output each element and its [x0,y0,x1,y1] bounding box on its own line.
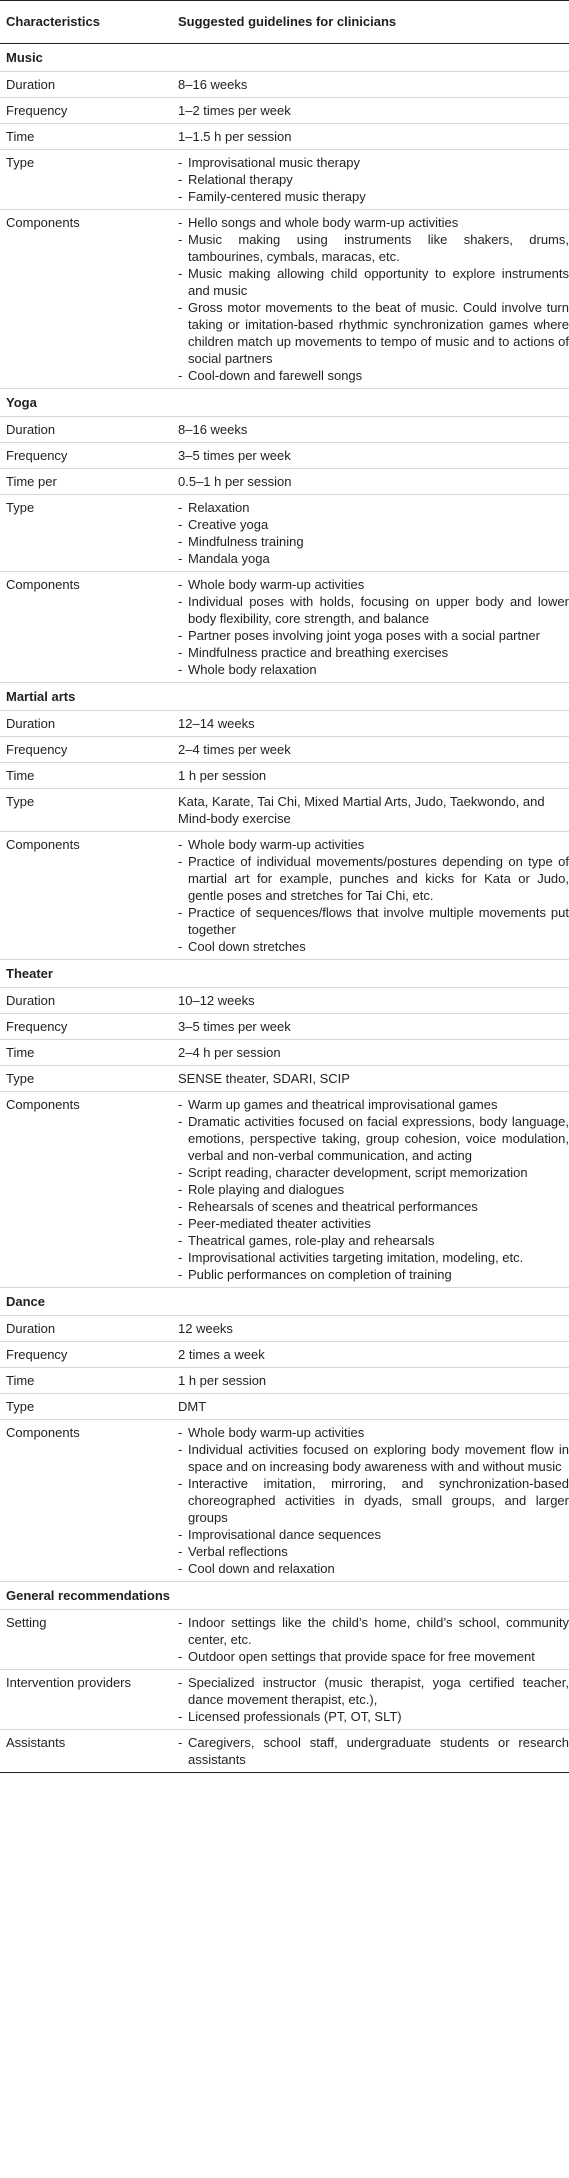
table-row [0,417,569,443]
table-row [0,1368,569,1394]
row-value: SENSE theater, SDARI, SCIP [172,1066,569,1092]
row-value [172,832,569,960]
table-row [0,210,569,389]
row-value: 1–2 times per week [172,98,569,124]
table-row [0,789,569,832]
row-value [172,495,569,572]
table-body [0,44,569,1773]
table-row [0,1092,569,1288]
section-row [0,683,569,711]
list-item: - Partner poses involving joint yoga poses with a social partner [178,627,569,644]
row-label: Time [0,1040,172,1066]
row-value [172,1420,569,1582]
row-label: Frequency [0,443,172,469]
list-item: - Interactive imitation, mirroring, and synchronization-based choreographed activities in dyads, small groups, and larger groups [178,1475,569,1526]
row-value [172,1092,569,1288]
table-row [0,572,569,683]
table-row [0,98,569,124]
guideline-list [178,1614,569,1665]
row-label: Frequency [0,1342,172,1368]
list-item: - Creative yoga [178,516,569,533]
row-value: 2 times a week [172,1342,569,1368]
row-value: 12–14 weeks [172,711,569,737]
row-label: Duration [0,1316,172,1342]
row-value: 8–16 weeks [172,417,569,443]
list-item: - Theatrical games, role-play and rehearsals [178,1232,569,1249]
header-guidelines: Suggested guidelines for clinicians [172,1,569,44]
section-row [0,44,569,72]
list-item: - Caregivers, school staff, undergraduate students or research assistants [178,1734,569,1768]
table-row [0,1316,569,1342]
guideline-list [178,1734,569,1768]
table-row [0,763,569,789]
row-label: Duration [0,711,172,737]
section-title: Dance [0,1288,569,1316]
list-item: - Hello songs and whole body warm-up activities [178,214,569,231]
list-item: - Outdoor open settings that provide space for free movement [178,1648,569,1665]
row-label: Frequency [0,737,172,763]
table-row [0,711,569,737]
table-row [0,1040,569,1066]
row-value: 8–16 weeks [172,72,569,98]
row-label: Components [0,1092,172,1288]
row-label: Duration [0,988,172,1014]
list-item: - Music making allowing child opportunity to explore instruments and music [178,265,569,299]
list-item: - Role playing and dialogues [178,1181,569,1198]
row-label: Type [0,789,172,832]
row-value: 10–12 weeks [172,988,569,1014]
row-label: Frequency [0,98,172,124]
row-value: 1–1.5 h per session [172,124,569,150]
table-row [0,988,569,1014]
guideline-list [178,214,569,384]
table-row [0,1730,569,1773]
section-row [0,1288,569,1316]
guideline-list [178,499,569,567]
header-row [0,1,569,44]
table-row [0,737,569,763]
table-row [0,1420,569,1582]
row-label: Type [0,1394,172,1420]
table-row [0,150,569,210]
row-value [172,1610,569,1670]
row-label: Assistants [0,1730,172,1773]
section-row [0,1582,569,1610]
list-item: - Specialized instructor (music therapist, yoga certified teacher, dance movement therapist, etc.), [178,1674,569,1708]
row-label: Components [0,1420,172,1582]
row-value [172,1730,569,1773]
row-value [172,1670,569,1730]
list-item: - Individual activities focused on exploring body movement flow in space and on increasing body awareness with and without music [178,1441,569,1475]
list-item: - Relational therapy [178,171,569,188]
list-item: - Individual poses with holds, focusing on upper body and lower body flexibility, core strength, and balance [178,593,569,627]
list-item: - Cool down and relaxation [178,1560,569,1577]
row-value: 3–5 times per week [172,443,569,469]
list-item: - Practice of individual movements/postures depending on type of martial art for example, punches and kicks for Kata or Judo, gentle poses and stretches for Tai Chi, etc. [178,853,569,904]
table-row [0,72,569,98]
table-row [0,443,569,469]
list-item: - Rehearsals of scenes and theatrical performances [178,1198,569,1215]
list-item: - Mindfulness training [178,533,569,550]
row-label: Duration [0,72,172,98]
list-item: - Family-centered music therapy [178,188,569,205]
row-value: 1 h per session [172,763,569,789]
row-value: Kata, Karate, Tai Chi, Mixed Martial Arts, Judo, Taekwondo, and Mind-body exercise [172,789,569,832]
row-value [172,210,569,389]
list-item: - Improvisational music therapy [178,154,569,171]
section-row [0,960,569,988]
list-item: - Mandala yoga [178,550,569,567]
row-label: Type [0,1066,172,1092]
list-item: - Relaxation [178,499,569,516]
row-value: 3–5 times per week [172,1014,569,1040]
row-value: 12 weeks [172,1316,569,1342]
guideline-list [178,154,569,205]
row-value: 2–4 h per session [172,1040,569,1066]
list-item: - Improvisational dance sequences [178,1526,569,1543]
row-value: DMT [172,1394,569,1420]
list-item: - Whole body warm-up activities [178,576,569,593]
row-value: 2–4 times per week [172,737,569,763]
table-row [0,1670,569,1730]
table-row [0,832,569,960]
list-item: - Practice of sequences/flows that involve multiple movements put together [178,904,569,938]
list-item: - Indoor settings like the child’s home, child’s school, community center, etc. [178,1614,569,1648]
section-title: Martial arts [0,683,569,711]
list-item: - Mindfulness practice and breathing exercises [178,644,569,661]
row-label: Frequency [0,1014,172,1040]
table-row [0,1342,569,1368]
list-item: - Whole body relaxation [178,661,569,678]
table-row [0,1394,569,1420]
row-label: Duration [0,417,172,443]
guideline-list [178,576,569,678]
list-item: - Improvisational activities targeting imitation, modeling, etc. [178,1249,569,1266]
row-label: Type [0,495,172,572]
row-label: Time [0,1368,172,1394]
row-label: Components [0,572,172,683]
row-label: Components [0,832,172,960]
section-title: Yoga [0,389,569,417]
row-label: Components [0,210,172,389]
row-label: Intervention providers [0,1670,172,1730]
section-title: General recommendations [0,1582,569,1610]
row-value [172,572,569,683]
list-item: - Public performances on completion of training [178,1266,569,1283]
table-row [0,1610,569,1670]
list-item: - Whole body warm-up activities [178,1424,569,1441]
list-item: - Peer-mediated theater activities [178,1215,569,1232]
list-item: - Dramatic activities focused on facial expressions, body language, emotions, perspective taking, group cohesion, voice modulation, verbal and non-verbal communication, and acting [178,1113,569,1164]
table-row [0,1066,569,1092]
row-value [172,150,569,210]
list-item: - Whole body warm-up activities [178,836,569,853]
header-characteristics: Characteristics [0,1,172,44]
table-row [0,124,569,150]
row-label: Time per [0,469,172,495]
row-label: Time [0,763,172,789]
row-value: 1 h per session [172,1368,569,1394]
section-title: Theater [0,960,569,988]
table-row [0,1014,569,1040]
guideline-list [178,836,569,955]
section-row [0,389,569,417]
row-label: Time [0,124,172,150]
guideline-list [178,1424,569,1577]
list-item: - Verbal reflections [178,1543,569,1560]
list-item: - Licensed professionals (PT, OT, SLT) [178,1708,569,1725]
list-item: - Script reading, character development, script memorization [178,1164,569,1181]
list-item: - Music making using instruments like shakers, drums, tambourines, cymbals, maracas, etc. [178,231,569,265]
table-row [0,495,569,572]
list-item: - Gross motor movements to the beat of music. Could involve turn taking or imitation-based rhythmic synchronization games where children match up movements to tempo of music and to actions of social partners [178,299,569,367]
section-title: Music [0,44,569,72]
guideline-list [178,1674,569,1725]
row-value: 0.5–1 h per session [172,469,569,495]
table-row [0,469,569,495]
row-label: Setting [0,1610,172,1670]
list-item: - Warm up games and theatrical improvisational games [178,1096,569,1113]
guideline-list [178,1096,569,1283]
list-item: - Cool down stretches [178,938,569,955]
row-label: Type [0,150,172,210]
list-item: - Cool-down and farewell songs [178,367,569,384]
